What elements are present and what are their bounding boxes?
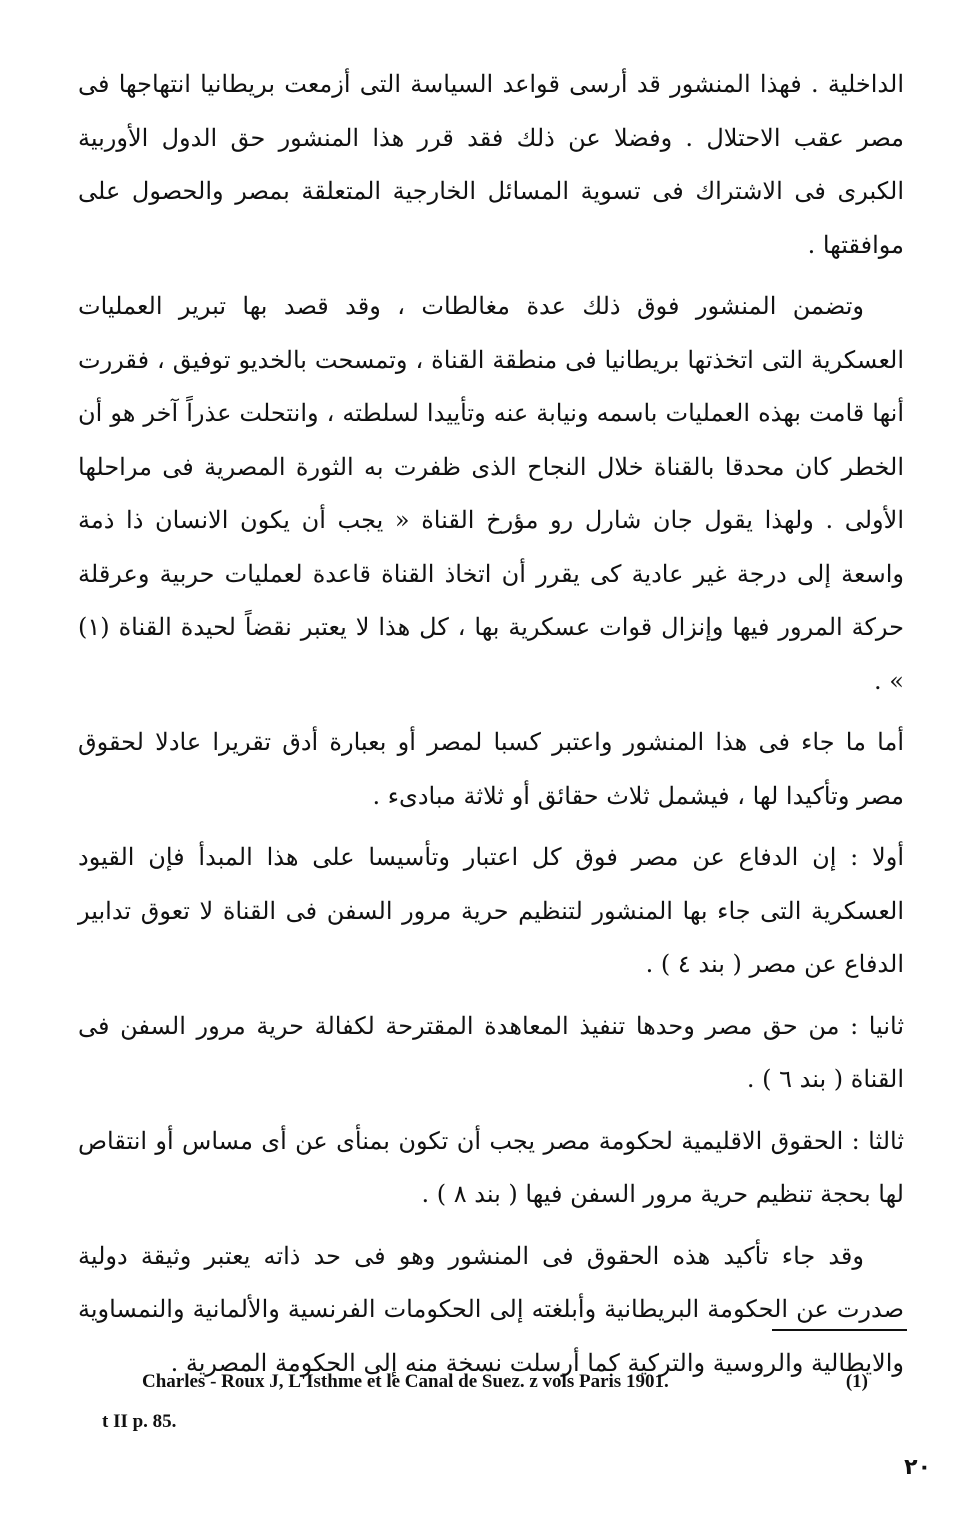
footnote-citation: Charles - Roux J, L'Isthme et le Canal de Suez. z vols Paris 1901. — [142, 1371, 669, 1392]
paragraph-1: الداخلية . فهذا المنشور قد أرسى قواعد السياسة التى أزمعت بريطانيا انتهاجها فى مصر عقب الاحتلال . وفضلا عن ذلك فقد قرر هذا المنشور حق الدول الأوربية الكبرى فى الاشتراك فى تسوية المسائل الخارجية المتعلقة بمصر والحصول على موافقتها . — [78, 70, 904, 259]
page-number: ٢٠ — [904, 1455, 931, 1480]
paragraph-3: أما ما جاء فى هذا المنشور واعتبر كسبا لمصر أو بعبارة أدق تقريرا عادلا لحقوق مصر وتأكيدا لها ، فيشمل ثلاث حقائق أو ثلاثة مبادىء . — [78, 728, 904, 810]
paragraph-2: وتضمن المنشور فوق ذلك عدة مغالطات ، وقد قصد بها تبرير العمليات العسكرية التى اتخذتها بريطانيا فى منطقة القناة ، وتمسحت بالخديو توفيق ، فقررت أنها قامت بهذه العمليات باسمه ونيابة عنه وتأييدا لسلطته ، وانتحلت عذراً آخر هو أن الخطر كان محدقا بالقناة خلال النجاح الذى ظفرت به الثورة المصرية فى مراحلها الأولى . ولهذا يقول جان شارل رو مؤرخ القناة « يجب أن يكون الانسان ذا ذمة واسعة إلى درجة غير عادية كى يقرر أن اتخاذ القناة قاعدة لعمليات حربية وعرقلة حركة المرور فيها وإنزال قوات عسكرية بها ، كل هذا لا يعتبر نقضاً لحيدة القناة (١) » . — [78, 292, 904, 695]
footnote-citation-continued: t II p. 85. — [102, 1411, 177, 1432]
paragraph-4-first-principle: أولا : إن الدفاع عن مصر فوق كل اعتبار وتأسيسا على هذا المبدأ فإن القيود العسكرية التى جاء بها المنشور لتنظيم حرية مرور السفن فى القناة لا تعوق تدابير الدفاع عن مصر ( بند ٤ ) . — [78, 843, 904, 978]
footnote-marker: (1) — [845, 1371, 868, 1392]
footnote-line-2 — [100, 1402, 880, 1442]
body-text — [78, 58, 904, 1390]
paragraph-6-third-principle: ثالثا : الحقوق الاقليمية لحكومة مصر يجب أن تكون بمنأى عن أى مساس أو انتقاص لها بحجة تنظيم حرية مرور السفن فيها ( بند ٨ ) . — [78, 1126, 904, 1208]
paragraph-5-second-principle: ثانيا : من حق مصر وحدها تنفيذ المعاهدة المقترحة لكفالة حرية مرور السفن فى القناة ( بند ٦ ) . — [78, 1011, 904, 1093]
footnote — [100, 1362, 880, 1442]
footnote-separator — [772, 1329, 907, 1331]
paragraph-7: وقد جاء تأكيد هذه الحقوق فى المنشور وهو فى حد ذاته يعتبر وثيقة دولية صدرت عن الحكومة البريطانية وأبلغته إلى الحكومات الفرنسية والألمانية والنمساوية والايطالية والروسية والتركية كما أرسلت نسخة منه إلى الحكومة المصرية . — [78, 1241, 904, 1377]
footnote-line-1 — [100, 1362, 880, 1402]
